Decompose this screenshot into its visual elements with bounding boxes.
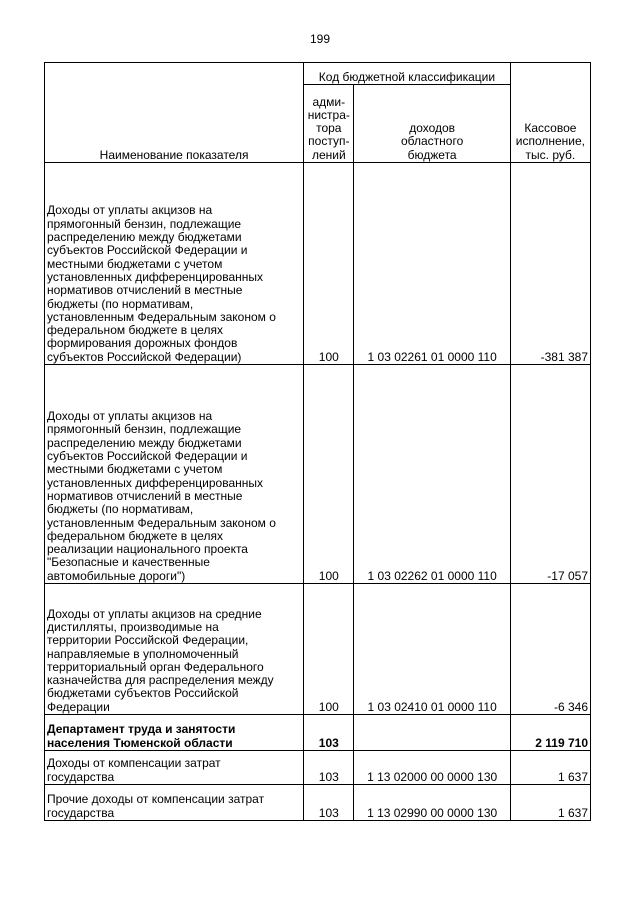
classification-header: Код бюджетной классификации bbox=[304, 63, 511, 85]
income-code-cell: 1 13 02990 00 0000 130 bbox=[354, 785, 510, 821]
admin-code-cell: 103 bbox=[304, 715, 354, 751]
indicator-name-cell: Доходы от уплаты акцизов на средние дистилляты, производимые на территории Российской Федерации, направляемые в уполномоченный территориальный орган Федерального казначейства для распределения между бюджетами субъектов Российской Федерации bbox=[45, 584, 304, 715]
admin-code-cell: 100 bbox=[304, 163, 354, 365]
table-row bbox=[45, 163, 591, 365]
amount-header: Кассовое исполнение, тыс. руб. bbox=[510, 63, 590, 163]
amount-cell: 1 637 bbox=[510, 751, 590, 785]
income-code-cell: 1 13 02000 00 0000 130 bbox=[354, 751, 510, 785]
table-row bbox=[45, 584, 591, 715]
admin-code-cell: 103 bbox=[304, 785, 354, 821]
table-row bbox=[45, 751, 591, 785]
header-row-top bbox=[45, 63, 591, 85]
indicator-name-cell: Доходы от уплаты акцизов на прямогонный бензин, подлежащие распределению между бюджетами субъектов Российской Федерации и местными бюджетами с учетом установленных дифференцированных нормативов отчислений в местные бюджеты (по нормативам, установленным Федеральным законом о федеральном бюджете в целях реализации национального проекта "Безопасные и качественные автомобильные дороги") bbox=[45, 365, 304, 584]
income-code-cell: 1 03 02410 01 0000 110 bbox=[354, 584, 510, 715]
amount-cell: 2 119 710 bbox=[510, 715, 590, 751]
indicator-name-cell: Прочие доходы от компенсации затрат государства bbox=[45, 785, 304, 821]
admin-code-cell: 100 bbox=[304, 584, 354, 715]
amount-cell: -6 346 bbox=[510, 584, 590, 715]
table-row bbox=[45, 785, 591, 821]
amount-cell: 1 637 bbox=[510, 785, 590, 821]
table-row bbox=[45, 365, 591, 584]
table-row bbox=[45, 715, 591, 751]
indicator-header: Наименование показателя bbox=[45, 63, 304, 163]
page-number: 199 bbox=[309, 32, 331, 46]
amount-cell: -17 057 bbox=[510, 365, 590, 584]
indicator-name-cell: Департамент труда и занятости населения Тюменской области bbox=[45, 715, 304, 751]
income-code-cell: 1 03 02262 01 0000 110 bbox=[354, 365, 510, 584]
admin-header: адми- нистра- тора поступ- лений bbox=[304, 85, 354, 163]
indicator-name-cell: Доходы от компенсации затрат государства bbox=[45, 751, 304, 785]
indicator-name-cell: Доходы от уплаты акцизов на прямогонный бензин, подлежащие распределению между бюджетами субъектов Российской Федерации и местными бюджетами с учетом установленных дифференцированных нормативов отчислений в местные бюджеты (по нормативам, установленным Федеральным законом о федеральном бюджете в целях формирования дорожных фондов субъектов Российской Федерации) bbox=[45, 163, 304, 365]
admin-code-cell: 103 bbox=[304, 751, 354, 785]
income-code-cell bbox=[354, 715, 510, 751]
budget-table bbox=[44, 62, 591, 821]
admin-code-cell: 100 bbox=[304, 365, 354, 584]
income-code-cell: 1 03 02261 01 0000 110 bbox=[354, 163, 510, 365]
income-header: доходов областного бюджета bbox=[354, 85, 510, 163]
amount-cell: -381 387 bbox=[510, 163, 590, 365]
